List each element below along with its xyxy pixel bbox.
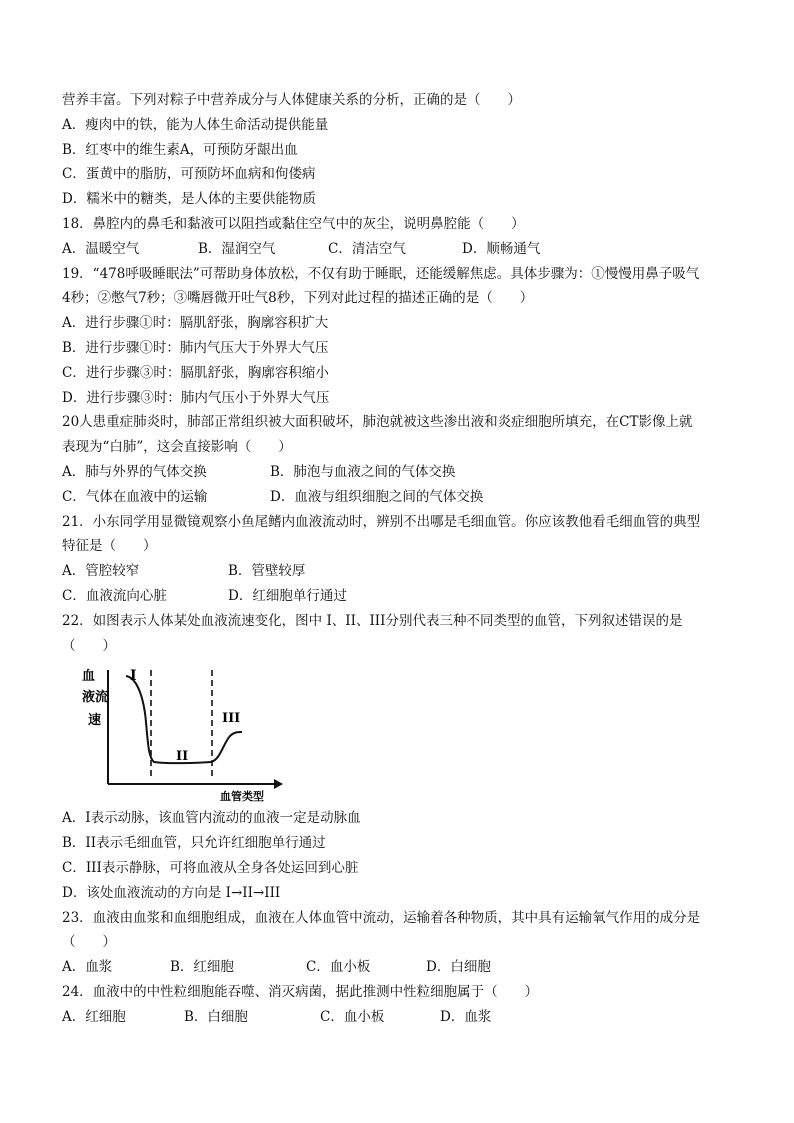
q18-option-c: C．清洁空气 [328, 240, 406, 257]
ylabel-char-1: 血 [82, 669, 96, 685]
q22-stem-line2: （ ） [62, 637, 116, 654]
q23-option-d: D．白细胞 [426, 959, 491, 976]
q23-option-c: C．血小板 [306, 959, 371, 976]
q24-option-d: D．血浆 [440, 1008, 492, 1025]
q23-option-b: B．红细胞 [170, 959, 234, 976]
q24-stem: 24．血液中的中性粒细胞能吞噬、消灭病菌，据此推测中性粒细胞属于（ ） [62, 983, 539, 1000]
blood-flow-graph [78, 660, 288, 802]
q21-stem-line1: 21．小东同学用显微镜观察小鱼尾鳍内血液流动时，辨别不出哪是毛细血管。你应该教他看毛细血管的典型 [62, 513, 701, 530]
q24-option-a: A．红细胞 [62, 1008, 126, 1025]
label-vessel-iii: III [222, 711, 241, 727]
q20-option-a: A．肺与外界的气体交换 [62, 463, 207, 480]
q21-stem-line2: 特征是（ ） [62, 538, 157, 555]
q17-option-a: A．瘦肉中的铁，能为人体生命活动提供能量 [62, 116, 329, 133]
q19-stem-line1: 19．“478呼吸睡眠法”可帮助身体放松，不仅有助于睡眠，还能缓解焦虑。具体步骤为：①慢慢用鼻子吸气 [62, 265, 700, 282]
q20-stem-line1: 20人患重症肺炎时，肺部正常组织被大面积破坏，肺泡就被这些渗出液和炎症细胞所填充，在CT影像上就 [62, 414, 693, 431]
q21-option-a: A．管腔较窄 [62, 563, 140, 580]
q22-stem-line1: 22．如图表示人体某处血液流速变化，图中 I、II、III分别代表三种不同类型的血管，下列叙述错误的是 [62, 612, 683, 629]
q22-option-a: A．I表示动脉，该血管内流动的血液一定是动脉血 [62, 810, 361, 827]
q18-option-a: A．温暖空气 [62, 240, 140, 257]
q19-stem-line2: 4秒；②憋气7秒；③嘴唇微开吐气8秒，下列对此过程的描述正确的是（ ） [62, 290, 534, 307]
q20-options-row2 [62, 485, 742, 510]
q21-options-row2 [62, 584, 742, 609]
q17-option-c: C．蛋黄中的脂肪，可预防坏血病和佝偻病 [62, 166, 316, 183]
q19-option-d: D．进行步骤③时：肺内气压小于外界大气压 [62, 389, 330, 406]
label-vessel-ii: II [176, 749, 189, 765]
q19-option-b: B．进行步骤①时：肺内气压大于外界大气压 [62, 339, 329, 356]
q22-option-b: B．II表示毛细血管，只允许红细胞单行通过 [62, 835, 326, 852]
q19-option-c: C．进行步骤③时：膈肌舒张，胸廓容积缩小 [62, 364, 329, 381]
ylabel-char-2: 液 [82, 690, 96, 706]
q23-option-a: A．血浆 [62, 959, 113, 976]
q21-options-row1 [62, 559, 742, 584]
blood-flow-figure [62, 658, 742, 806]
q18-option-b: B．湿润空气 [198, 240, 276, 257]
q22-option-c: C．III表示静脉，可将血液从全身各处运回到心脏 [62, 859, 359, 876]
q20-option-c: C．气体在血液中的运输 [62, 488, 208, 505]
q23-stem-line1: 23．血液由血浆和血细胞组成，血液在人体血管中流动，运输着各种物质，其中具有运输氧气作用的成分是 [62, 909, 701, 926]
q19-option-a: A．进行步骤①时：膈肌舒张，胸廓容积扩大 [62, 315, 329, 332]
q23-options [62, 955, 742, 980]
q18-stem: 18．鼻腔内的鼻毛和黏液可以阻挡或黏住空气中的灰尘，说明鼻腔能（ ） [62, 215, 525, 232]
q21-option-d: D．红细胞单行通过 [228, 587, 347, 604]
exam-page [62, 88, 742, 1030]
q20-options-row1 [62, 460, 742, 485]
q21-option-c: C．血液流向心脏 [62, 587, 167, 604]
ylabel-char-4: 速 [88, 713, 102, 729]
q17-option-d: D．糯米中的糖类，是人体的主要供能物质 [62, 191, 316, 208]
q24-option-b: B．白细胞 [184, 1008, 248, 1025]
q23-stem-line2: （ ） [62, 934, 116, 951]
q17-stem-tail: 营养丰富。下列对粽子中营养成分与人体健康关系的分析，正确的是（ ） [62, 92, 521, 108]
q22-option-d: D．该处血液流动的方向是 I→II→III [62, 884, 281, 901]
q17-option-b: B．红枣中的维生素A，可预防牙龈出血 [62, 141, 298, 158]
q20-option-b: B．肺泡与血液之间的气体交换 [270, 463, 456, 480]
q21-option-b: B．管壁较厚 [228, 563, 306, 580]
xlabel: 血管类型 [220, 790, 264, 803]
q18-options [62, 237, 742, 262]
x-axis-arrow [274, 779, 283, 789]
label-vessel-i: I [130, 668, 137, 685]
ylabel-char-3: 流 [95, 690, 109, 706]
q24-options [62, 1005, 742, 1030]
q24-option-c: C．血小板 [320, 1008, 385, 1025]
q18-option-d: D．顺畅通气 [462, 240, 541, 257]
q20-stem-line2: 表现为“白肺”，这会直接影响（ ） [62, 439, 292, 456]
q20-option-d: D．血液与组织细胞之间的气体交换 [270, 488, 484, 505]
